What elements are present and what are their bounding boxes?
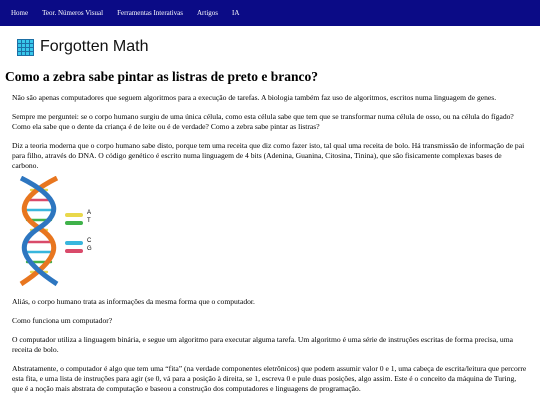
site-logo[interactable]	[17, 35, 540, 59]
dna-illustration	[17, 176, 97, 288]
site-title: Forgotten Math	[40, 38, 149, 55]
nav-ferramentas-interativas[interactable]: Ferramentas Interativas	[117, 9, 183, 17]
base-pair-c-icon	[65, 240, 85, 246]
nav-teor-numeros-visual[interactable]: Teor. Números Visual	[42, 9, 104, 17]
article-body	[0, 93, 540, 394]
legend-label-g: G	[87, 246, 92, 252]
base-pair-t-icon	[65, 220, 85, 226]
paragraph-dna: Diz a teoria moderna que o corpo humano sabe disto, porque tem uma receita que diz como fazer isto, tal qual uma receita de bolo. Há transmissão de informação de pai para filho, através do DNA. O código genético é escrito numa linguagem de 4 bits (Adenina, Guanina, Citosina, Tinina), que são fisicamente complexas bases de carbono.	[12, 141, 525, 170]
grid-logo-icon	[17, 39, 34, 56]
dna-helix-icon	[17, 176, 77, 288]
nav-artigos[interactable]: Artigos	[196, 9, 218, 17]
base-pair-a-icon	[65, 212, 85, 218]
base-pair-g-icon	[65, 248, 85, 254]
paragraph-analogy: Aliás, o corpo humano trata as informações da mesma forma que o computador.	[12, 297, 255, 306]
legend-label-c: C	[87, 238, 92, 244]
article-title: Como a zebra sabe pintar as listras de preto e branco?	[5, 69, 318, 84]
paragraph-how-computer-works: Como funciona um computador?	[12, 316, 113, 325]
paragraph-intro: Não são apenas computadores que seguem algoritmos para a execução de tarefas. A biologia também faz uso de algoritmos, escritos numa linguagem de genes.	[12, 93, 497, 102]
nav-home[interactable]: Home	[11, 9, 29, 17]
top-navigation	[0, 0, 540, 26]
legend-label-t: T	[87, 218, 91, 224]
legend-label-a: A	[87, 210, 92, 216]
nav-ia[interactable]: IA	[231, 9, 240, 17]
paragraph-question: Sempre me perguntei: se o corpo humano surgiu de uma única célula, como esta célula sabe que tem que se transformar numa célula de osso, ou na célula do fígado? Como ela sabe que o dente da criança é de leite ou é de verdade? Como a zebra sabe pintar as listras?	[12, 112, 514, 131]
paragraph-turing: Abstratamente, o computador é algo que tem uma “fita” (na verdade componentes eletrônicos) que podem assumir valor 0 e 1, uma cabeça de escrita/leitura que percorre esta fita, e uma lista de instruções para agir (se 0, vá para a posição à direita, se 1, escreva 0 e pule duas posições, algo assim. Este é o conceito da máquina de Turing, que é a noção mais abstrata de computação e baseou a construção dos computadores e linguagens de programação.	[12, 364, 527, 393]
paragraph-binary: O computador utiliza a linguagem binária, e segue um algoritmo para executar alguma tarefa. Um algoritmo é uma série de instruções escritas de forma precisa, uma receita de bolo.	[12, 335, 513, 354]
